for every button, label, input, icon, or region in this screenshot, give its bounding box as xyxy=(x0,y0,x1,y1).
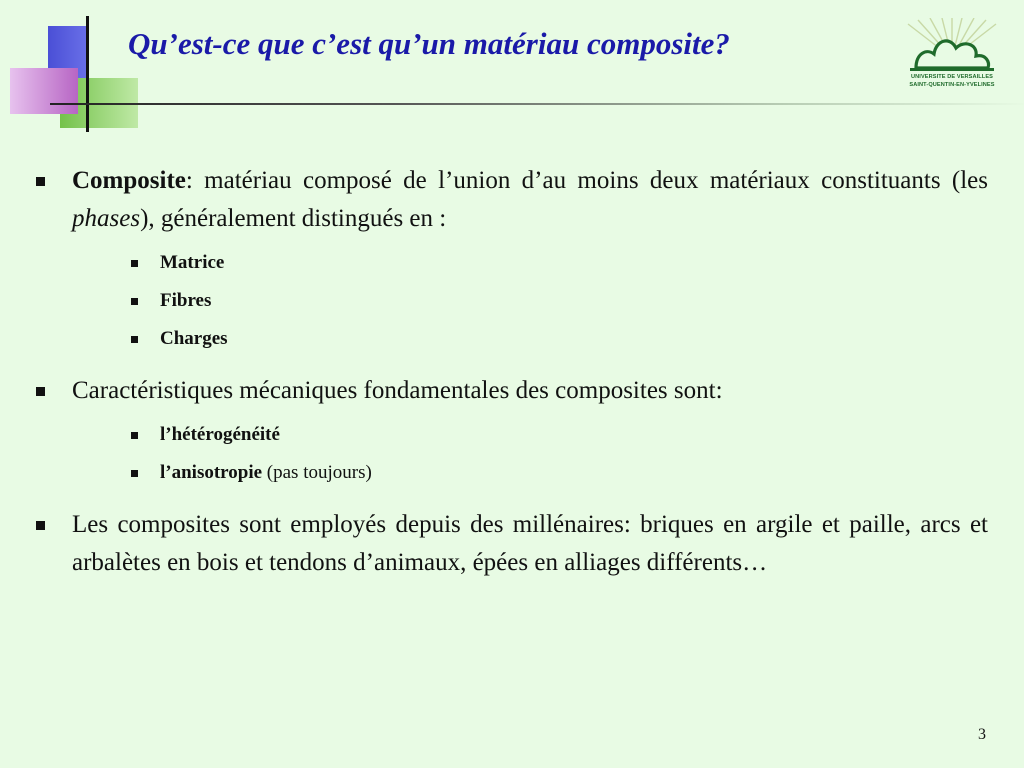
logo-emblem-icon xyxy=(906,18,998,74)
sub-item-label: Charges xyxy=(160,328,228,349)
slide-title: Qu’est-ce que c’est qu’un matériau composite? xyxy=(128,26,730,61)
sub-list-phases xyxy=(72,244,988,358)
sub-bullet-marker xyxy=(131,336,138,343)
sub-bullet-marker xyxy=(131,298,138,305)
list-item xyxy=(72,244,988,282)
bullet-marker xyxy=(36,521,45,530)
bullet1-text-b: ), généralement distingués en : xyxy=(140,205,447,232)
list-item xyxy=(72,282,988,320)
bullet-historique xyxy=(36,506,988,582)
logo-text-line2: SAINT-QUENTIN-EN-YVELINES xyxy=(909,82,995,88)
slide-content xyxy=(36,162,988,596)
bullet1-text-a: : matériau composé de l’union d’au moins deux matériaux constituants (les xyxy=(185,167,988,194)
decor-vertical-line xyxy=(86,16,89,132)
sub-item-label: Fibres xyxy=(160,290,212,311)
list-item xyxy=(72,454,988,492)
list-item xyxy=(72,416,988,454)
bullet-marker xyxy=(36,387,45,396)
sub-item-note: (pas toujours) xyxy=(262,462,372,483)
term-composite: Composite xyxy=(72,167,186,194)
decor-purple-square xyxy=(10,68,78,114)
sub-item-label: l’hétérogénéité xyxy=(160,424,280,445)
sub-list-caracteristiques xyxy=(72,416,988,492)
sub-bullet-marker xyxy=(131,470,138,477)
logo-text-line1: UNIVERSITE DE VERSAILLES xyxy=(911,74,993,80)
list-item xyxy=(72,320,988,358)
bullet3-text: Les composites sont employés depuis des millénaires: briques en argile et paille, arcs et arbalètes en bois et tendons d’animaux, épées en alliages différents… xyxy=(72,511,988,576)
title-underline xyxy=(50,103,1024,105)
sub-bullet-marker xyxy=(131,432,138,439)
page-number: 3 xyxy=(978,726,986,743)
bullet-caracteristiques xyxy=(36,372,988,492)
sub-item-label: Matrice xyxy=(160,252,225,273)
sub-item-label: l’anisotropie xyxy=(160,462,263,483)
bullet-marker xyxy=(36,177,45,186)
term-phases: phases xyxy=(72,205,141,232)
bullet2-text: Caractéristiques mécaniques fondamentales des composites sont: xyxy=(72,377,723,404)
bullet-composite xyxy=(36,162,988,358)
university-logo xyxy=(906,18,998,98)
sub-bullet-marker xyxy=(131,260,138,267)
